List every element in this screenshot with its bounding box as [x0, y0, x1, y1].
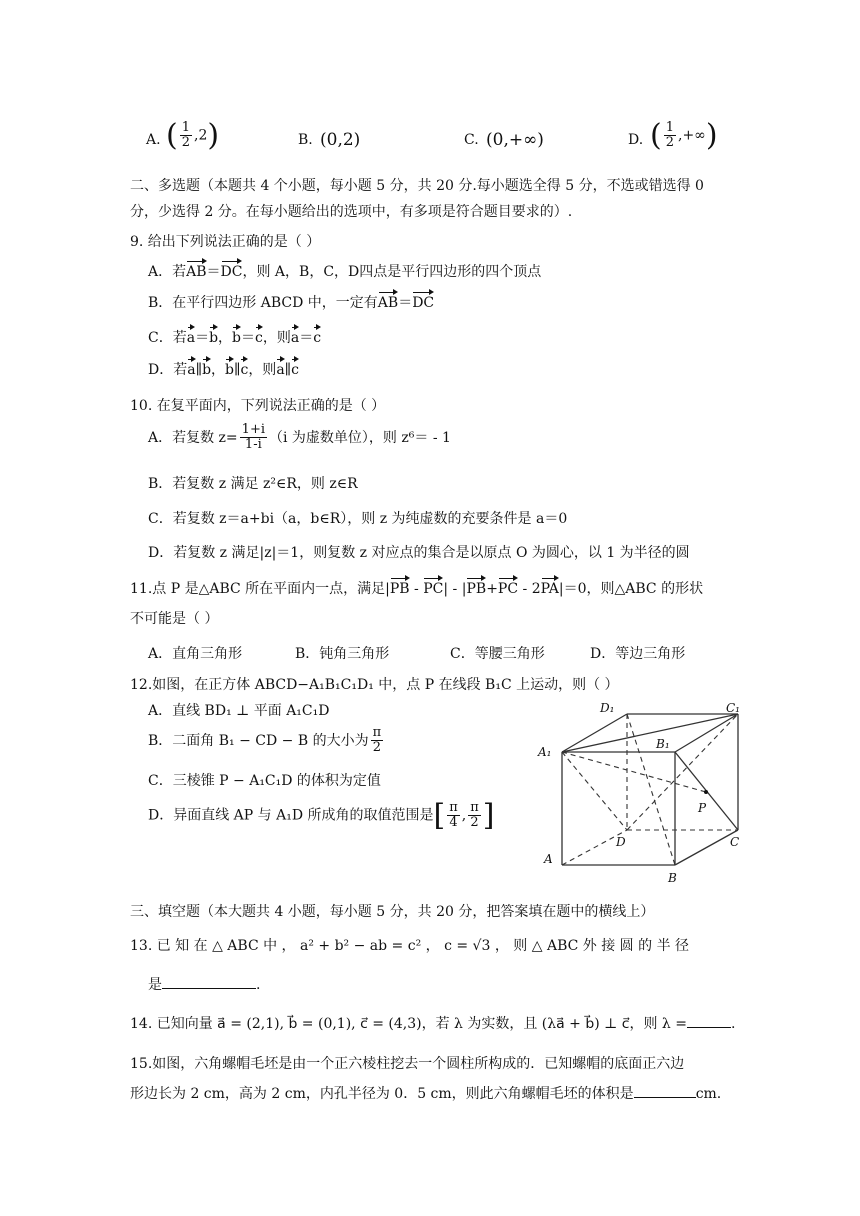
- q11-option-a: A．直角三角形: [148, 646, 243, 662]
- q11-stem: 11.点 P 是△ABC 所在平面内一点，满足|PB - PC| - |PB+PC - 2PA|＝0，则△ABC 的形状: [130, 575, 703, 598]
- q11-option-d: D．等边三角形: [590, 646, 686, 662]
- section2-heading-line2: 分，少选得 2 分。在每小题给出的选项中，有多项是符合题目要求的）.: [130, 204, 573, 220]
- label-a1: A₁: [538, 745, 552, 759]
- label-d: D: [616, 835, 626, 849]
- section3-heading: 三、填空题（本大题共 4 小题，每小题 5 分，共 20 分，把答案填在题中的横线上）: [130, 904, 655, 920]
- label-c: C: [730, 835, 740, 849]
- q12-option-d: D．异面直线 AP 与 A₁D 所成角的取值范围是[ $\frac{\pi}{4}$ , $\frac{\pi}{2}$ ]: [148, 798, 495, 833]
- q10-option-d: D．若复数 z 满足|z|＝1，则复数 z 对应点的集合是以原点 O 为圆心，以 1 为半径的圆: [148, 545, 690, 561]
- q12-option-c: C．三棱锥 P − A₁C₁D 的体积为定值: [148, 773, 381, 789]
- label-c1: C₁: [726, 701, 740, 715]
- q14-line: 14. 已知向量 a⃗ = (2,1), b⃗ = (0,1), c⃗ = (4,3)，若 λ 为实数，且 (λa⃗ + b⃗) ⊥ c⃗，则 λ = .: [130, 1016, 736, 1032]
- q8-option-c-value: (0,+∞): [486, 130, 544, 150]
- label-d1: D₁: [600, 701, 615, 715]
- q8-option-d-value: ( $\frac{1}{2}$ ,+∞): [650, 118, 718, 153]
- q13-line2: 是 .: [148, 977, 261, 993]
- label-p: P: [698, 801, 707, 815]
- q11-stem-line2: 不可能是（ ）: [130, 611, 219, 627]
- q13-line1: 13. 已 知 在 △ ABC 中 ， a² + b² − ab = c² ， c = √3 ， 则 △ ABC 外 接 圆 的 半 径: [130, 938, 690, 954]
- q9-option-d: D．若a∥b，b∥c，则a∥c: [148, 356, 299, 379]
- q12-option-b: B．二面角 B₁ − CD − B 的大小为 $\frac{\pi}{2}$: [148, 725, 382, 756]
- label-b1: B₁: [656, 737, 670, 751]
- q13-answer-blank[interactable]: [162, 988, 256, 989]
- q8-option-b-label: B.: [298, 132, 313, 148]
- q11-option-b: B．钝角三角形: [295, 646, 390, 662]
- q8-option-c-label: C.: [464, 132, 479, 148]
- q15-line1: 15.如图，六角螺帽毛坯是由一个正六棱柱挖去一个圆柱所构成的．已知螺帽的底面正六边: [130, 1056, 685, 1072]
- q12-option-a: A．直线 BD₁ ⊥ 平面 A₁C₁D: [148, 703, 330, 719]
- q10-stem: 10. 在复平面内，下列说法正确的是（ ）: [130, 398, 386, 414]
- q14-answer-blank[interactable]: [687, 1027, 731, 1028]
- q15-answer-blank[interactable]: [634, 1097, 696, 1098]
- section2-heading-line1: 二、多选题（本题共 4 个小题，每小题 5 分，共 20 分.每小题选全得 5 分，不选或错选得 0: [130, 178, 704, 194]
- q9-option-c: C．若a＝b，b＝c，则a＝c: [148, 324, 321, 347]
- q10-option-c: C．若复数 z＝a+bi（a，b∈R），则 z 为纯虚数的充要条件是 a＝0: [148, 511, 568, 527]
- q11-option-c: C．等腰三角形: [450, 646, 545, 662]
- q12-stem: 12.如图，在正方体 ABCD−A₁B₁C₁D₁ 中，点 P 在线段 B₁C 上运动，则（ ）: [130, 677, 619, 693]
- q10-option-a: A．若复数 z= $\frac{1+i}{1-i}$ （i 为虚数单位），则 z⁶＝ - 1: [148, 422, 451, 453]
- q8-option-d-label: D.: [628, 132, 644, 148]
- label-a: A: [544, 852, 553, 866]
- q8-option-b-value: (0,2): [320, 130, 361, 150]
- q8-option-a-label: A.: [146, 132, 161, 148]
- q10-option-b: B．若复数 z 满足 z²∈R，则 z∈R: [148, 476, 358, 492]
- q9-stem: 9. 给出下列说法正确的是（ ）: [130, 234, 321, 250]
- q9-option-b: B．在平行四边形 ABCD 中，一定有AB＝DC: [148, 289, 434, 312]
- label-b: B: [668, 871, 677, 885]
- cube-figure: [530, 690, 760, 890]
- q8-options: [0, 118, 860, 162]
- q9-option-a: A．若AB＝DC，则 A，B，C，D四点是平行四边形的四个顶点: [148, 258, 541, 281]
- q15-line2: 形边长为 2 cm，高为 2 cm，内孔半径为 0．5 cm，则此六角螺帽毛坯的体积是 cm.: [130, 1086, 722, 1102]
- q8-option-a-value: ( $\frac{1}{2}$ ,2): [166, 118, 220, 153]
